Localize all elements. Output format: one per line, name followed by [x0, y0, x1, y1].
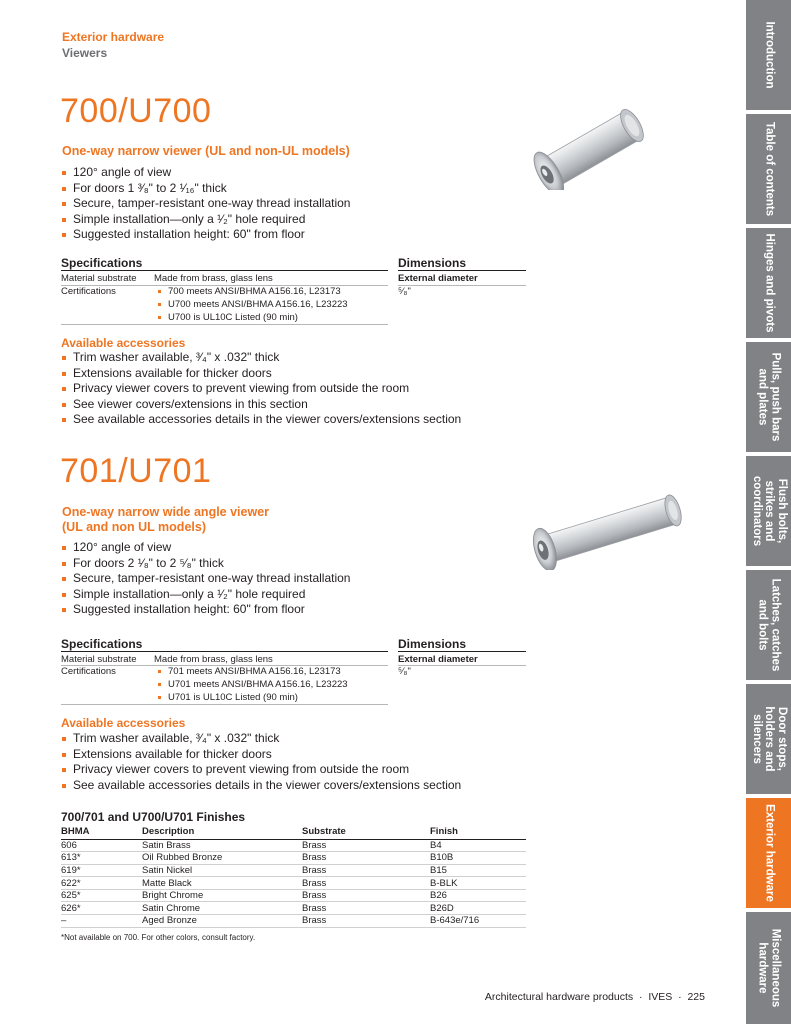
feature-item: Secure, tamper-resistant one-way thread installation: [61, 571, 350, 587]
product-subtitle: One-way narrow wide angle viewer (UL and non UL models): [62, 505, 270, 534]
product-model-title: 700/U700: [60, 92, 212, 130]
feature-list: [61, 540, 350, 618]
tab-label: Hinges and pivots: [762, 233, 775, 333]
table-cell: 606: [61, 839, 142, 852]
divider: [398, 270, 526, 271]
tab-label: Latches, catches and bolts: [756, 578, 781, 672]
feature-item: For doors 2 ¹⁄₈" to 2 ⁵⁄₈" thick: [61, 556, 350, 572]
tab-miscellaneous-hardware[interactable]: [746, 912, 791, 1024]
divider: [398, 651, 526, 652]
table-cell: –: [61, 915, 142, 928]
table-cell: B-BLK: [430, 877, 526, 890]
table-cell: Brass: [302, 889, 430, 902]
dimension-label: External diameter: [398, 654, 478, 665]
finishes-footnote: *Not available on 700. For other colors, consult factory.: [61, 933, 256, 942]
tab-label: Exterior hardware: [762, 804, 775, 902]
divider: [61, 651, 388, 652]
feature-item: For doors 1 ³⁄₈" to 2 ¹⁄₁₆" thick: [61, 181, 350, 197]
table-cell: Bright Chrome: [142, 889, 302, 902]
tab-introduction[interactable]: [746, 0, 791, 110]
spec-label: Material substrate: [61, 273, 137, 284]
certification-item: U701 is UL10C Listed (90 min): [157, 691, 348, 704]
accessory-item: Privacy viewer covers to prevent viewing from outside the room: [61, 381, 461, 397]
accessory-item: See available accessories details in the viewer covers/extensions section: [61, 412, 461, 428]
feature-list: [61, 165, 350, 243]
accessory-item: Trim washer available, ³⁄₄" x .032" thick: [61, 731, 461, 747]
footer-brand: IVES: [648, 991, 673, 1003]
table-row: [61, 864, 526, 877]
tab-hinges-and-pivots[interactable]: [746, 228, 791, 338]
specifications-heading: Specifications: [61, 637, 143, 651]
section-subcategory: Viewers: [62, 46, 108, 60]
table-cell: Brass: [302, 915, 430, 928]
table-cell: Satin Nickel: [142, 864, 302, 877]
table-cell: Brass: [302, 839, 430, 852]
specifications-heading: Specifications: [61, 256, 143, 270]
table-row: [61, 839, 526, 852]
table-row: [61, 877, 526, 890]
spec-value: Made from brass, glass lens: [154, 273, 273, 284]
table-cell: B26D: [430, 902, 526, 915]
certification-item: 701 meets ANSI/BHMA A156.16, L23173: [157, 665, 348, 678]
certification-list: [157, 285, 348, 324]
table-cell: Aged Bronze: [142, 915, 302, 928]
table-cell: 619*: [61, 864, 142, 877]
viewer-product-image: [526, 490, 692, 570]
table-row: [61, 915, 526, 928]
table-cell: B26: [430, 889, 526, 902]
table-cell: 626*: [61, 902, 142, 915]
column-header: Finish: [430, 826, 526, 839]
certification-item: U701 meets ANSI/BHMA A156.16, L23223: [157, 678, 348, 691]
tab-label: Pulls, push bars and plates: [756, 352, 781, 442]
spec-label: Material substrate: [61, 654, 137, 665]
column-header: BHMA: [61, 826, 142, 839]
accessory-item: Privacy viewer covers to prevent viewing from outside the room: [61, 762, 461, 778]
table-cell: B4: [430, 839, 526, 852]
dimension-label: External diameter: [398, 273, 478, 284]
accessory-item: See viewer covers/extensions in this section: [61, 397, 461, 413]
feature-item: Suggested installation height: 60" from floor: [61, 227, 350, 243]
accessory-item: Extensions available for thicker doors: [61, 366, 461, 382]
tab-door-stops-holders[interactable]: [746, 684, 791, 794]
table-cell: B-643e/716: [430, 915, 526, 928]
table-cell: Satin Brass: [142, 839, 302, 852]
tab-label: Introduction: [762, 21, 775, 89]
accessory-item: See available accessories details in the viewer covers/extensions section: [61, 778, 461, 794]
table-cell: Brass: [302, 852, 430, 865]
tab-latches-catches-bolts[interactable]: [746, 570, 791, 680]
column-header: Description: [142, 826, 302, 839]
certification-item: U700 meets ANSI/BHMA A156.16, L23223: [157, 298, 348, 311]
viewer-product-image: [528, 106, 658, 190]
page-footer: [485, 991, 705, 1003]
table-cell: 625*: [61, 889, 142, 902]
dimensions-heading: Dimensions: [398, 637, 467, 651]
tab-table-of-contents[interactable]: [746, 114, 791, 224]
divider: [398, 665, 526, 666]
feature-item: Suggested installation height: 60" from floor: [61, 602, 350, 618]
divider: [61, 324, 388, 325]
spec-label: Certifications: [61, 286, 116, 297]
tab-pulls-push-bars-plates[interactable]: [746, 342, 791, 452]
spec-value: Made from brass, glass lens: [154, 654, 273, 665]
table-cell: 622*: [61, 877, 142, 890]
certification-item: 700 meets ANSI/BHMA A156.16, L23173: [157, 285, 348, 298]
product-subtitle: One-way narrow viewer (UL and non-UL models): [62, 144, 350, 158]
tab-flush-bolts[interactable]: [746, 456, 791, 566]
finishes-heading: 700/701 and U700/U701 Finishes: [61, 810, 246, 824]
certification-item: U700 is UL10C Listed (90 min): [157, 311, 348, 324]
table-cell: B10B: [430, 852, 526, 865]
footer-separator: ·: [675, 991, 685, 1003]
accessories-heading: Available accessories: [61, 716, 186, 730]
divider: [61, 704, 388, 705]
tab-label: Door stops, holders and silencers: [750, 706, 788, 772]
tab-label: Miscellaneous hardware: [756, 928, 781, 1008]
divider: [61, 270, 388, 271]
accessory-item: Extensions available for thicker doors: [61, 747, 461, 763]
table-cell: 613*: [61, 852, 142, 865]
accessory-list: [61, 731, 461, 793]
table-cell: Oil Rubbed Bronze: [142, 852, 302, 865]
table-cell: Brass: [302, 902, 430, 915]
tab-exterior-hardware[interactable]: [746, 798, 791, 908]
dimension-value: ⁵⁄₈": [398, 286, 411, 297]
tab-label: Flush bolts, strikes and coordinators: [750, 475, 788, 547]
certification-list: [157, 665, 348, 704]
table-cell: Brass: [302, 864, 430, 877]
table-row: [61, 889, 526, 902]
product-model-title: 701/U701: [60, 452, 212, 490]
feature-item: Simple installation—only a ¹⁄₂" hole required: [61, 587, 350, 603]
feature-item: Simple installation—only a ¹⁄₂" hole required: [61, 212, 350, 228]
section-category: Exterior hardware: [62, 30, 165, 44]
spec-label: Certifications: [61, 666, 116, 677]
divider: [398, 285, 526, 286]
table-cell: Matte Black: [142, 877, 302, 890]
footer-separator: ·: [636, 991, 646, 1003]
table-header-row: [61, 826, 526, 839]
footer-text: Architectural hardware products: [484, 991, 634, 1003]
accessory-list: [61, 350, 461, 428]
table-cell: Satin Chrome: [142, 902, 302, 915]
table-row: [61, 852, 526, 865]
accessory-item: Trim washer available, ³⁄₄" x .032" thick: [61, 350, 461, 366]
feature-item: 120° angle of view: [61, 165, 350, 181]
feature-item: Secure, tamper-resistant one-way thread installation: [61, 196, 350, 212]
finishes-table: [61, 826, 526, 928]
page-number: 225: [687, 991, 705, 1003]
dimensions-heading: Dimensions: [398, 256, 467, 270]
table-row: [61, 902, 526, 915]
column-header: Substrate: [302, 826, 430, 839]
table-cell: B15: [430, 864, 526, 877]
dimension-value: ⁵⁄₈": [398, 666, 411, 677]
tab-label: Table of contents: [762, 121, 775, 217]
table-cell: Brass: [302, 877, 430, 890]
feature-item: 120° angle of view: [61, 540, 350, 556]
accessories-heading: Available accessories: [61, 336, 186, 350]
